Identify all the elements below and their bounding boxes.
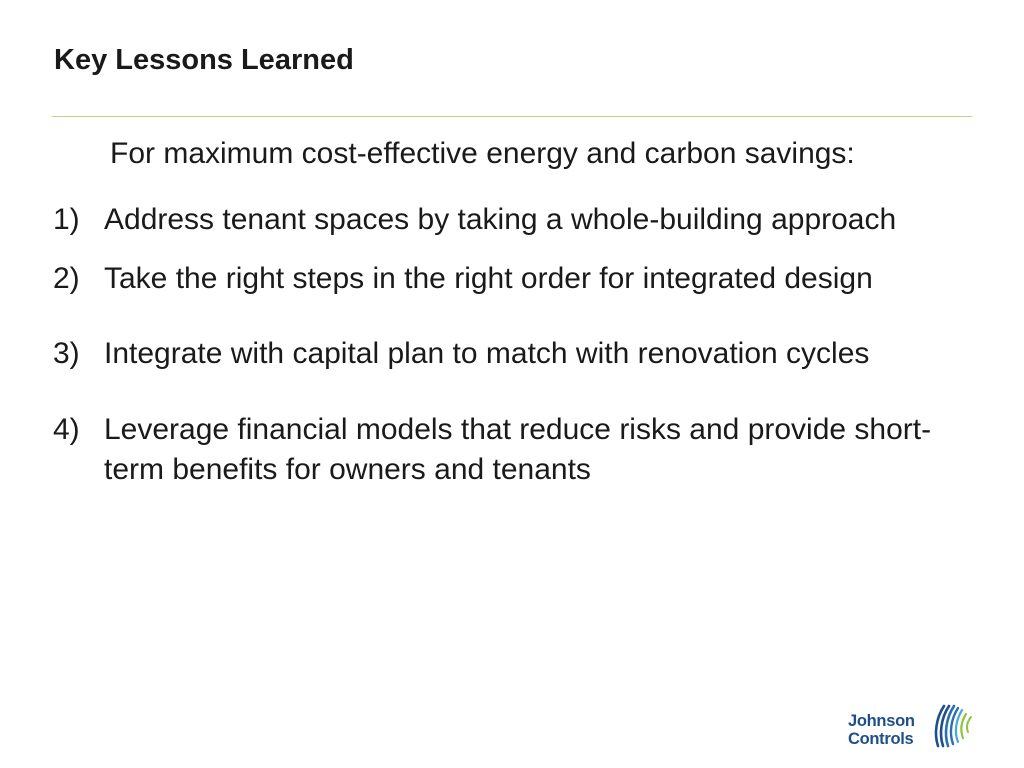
- lesson-text: Leverage financial models that reduce risks and provide short-term benefits for owners and tenants: [104, 413, 932, 486]
- lesson-text: Integrate with capital plan to match with renovation cycles: [104, 337, 870, 370]
- lesson-item: [53, 410, 1013, 490]
- intro-text: For maximum cost-effective energy and carbon savings:: [110, 137, 855, 170]
- lesson-item: [53, 200, 1013, 240]
- title-divider: [52, 116, 972, 117]
- lesson-number: 4): [53, 413, 80, 446]
- lesson-item: [53, 334, 1013, 374]
- logo-wordmark: [848, 712, 915, 748]
- lesson-number: 1): [53, 203, 80, 236]
- slide-title: Key Lessons Learned: [54, 44, 354, 76]
- lesson-text: Take the right steps in the right order for integrated design: [104, 262, 873, 295]
- logo-line-2: Controls: [848, 730, 914, 748]
- johnson-controls-logo: [848, 698, 978, 758]
- lesson-item: [53, 259, 1013, 299]
- lesson-number: 2): [53, 262, 80, 295]
- logo-swirl-icon: [932, 700, 976, 752]
- lesson-number: 3): [53, 337, 80, 370]
- logo-line-1: Johnson: [848, 712, 915, 730]
- lesson-text: Address tenant spaces by taking a whole-building approach: [104, 203, 897, 236]
